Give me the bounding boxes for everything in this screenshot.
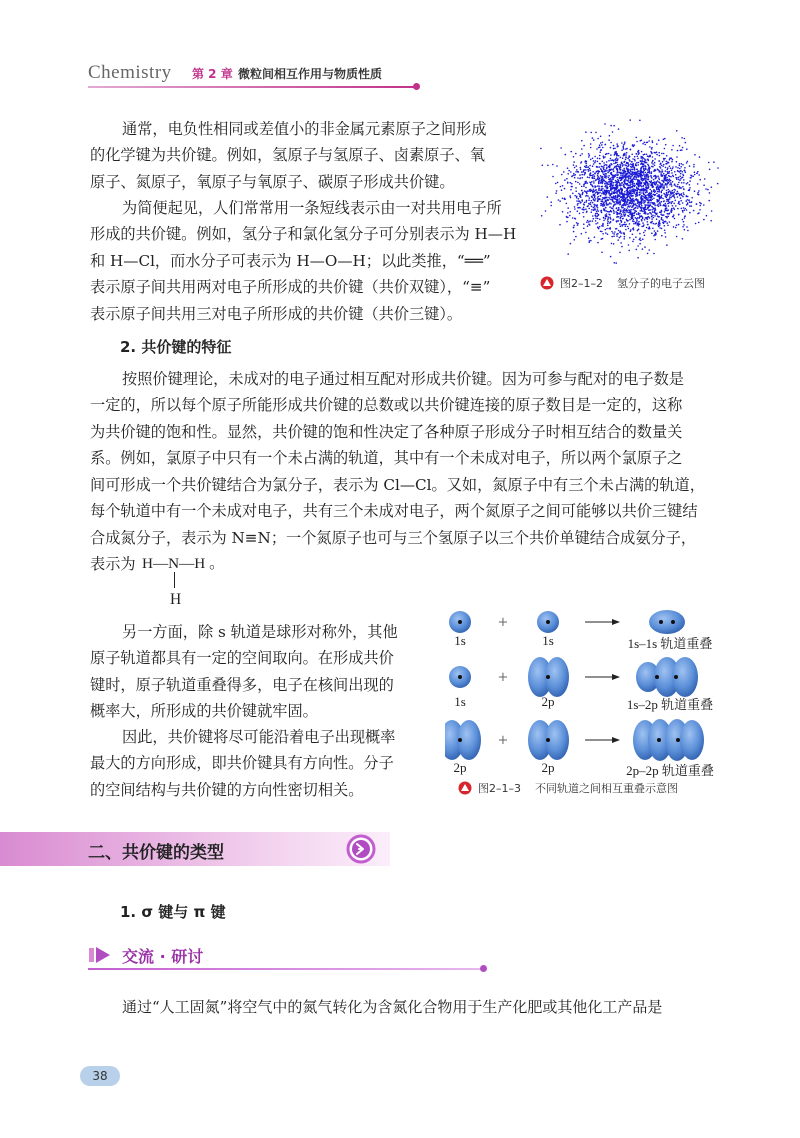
text-line: 形成的共价键。例如，氢分子和氯化氢分子可分别表示为 H—H	[90, 225, 517, 243]
orbital-label: 2p	[453, 760, 467, 775]
text-line: 表示为	[90, 555, 136, 573]
text-line: 最大的方向形成，即共价键具有方向性。分子	[90, 754, 394, 772]
text-line: 合成氮分子，表示为 N≡N；一个氮原子也可与三个氢原子以三个共价单键结合成氨分子，	[90, 528, 697, 547]
intro-paragraph-1-cont	[90, 142, 530, 195]
text-line: 按照价键理论，未成对的电子通过相互配对形成共价键。因为可参与配对的电子数是	[122, 370, 684, 388]
orbital-label: 1s	[454, 694, 466, 709]
text-line: 表示原子间共用三对电子所形成的共价键（共价三键）。	[90, 304, 463, 323]
orbital-result-label: 2p–2p 轨道重叠	[626, 763, 714, 778]
text-line: 为共价键的饱和性。显然，共价键的饱和性决定了各种原子形成分子时相互结合的数量关	[90, 422, 683, 441]
text-line: 通常，电负性相同或差值小的非金属元素原子之间形成	[122, 120, 487, 138]
discussion-icon	[88, 944, 114, 966]
feature-paragraph-2	[122, 619, 442, 646]
intro-paragraph-1	[122, 116, 532, 143]
exchange-label: 交流 · 研讨	[122, 947, 204, 966]
orbital-label: 1s	[454, 633, 466, 648]
subsection-heading: 1. σ 键与 π 键	[120, 903, 226, 921]
header-rule	[88, 86, 418, 88]
feature-paragraph-1-cont	[90, 392, 730, 551]
caption-number: 图2–1–2	[560, 277, 603, 290]
exchange-rule-dot	[480, 965, 487, 972]
plus-sign: +	[497, 670, 509, 685]
orbital-row-3	[445, 719, 704, 761]
exchange-discussion-header	[88, 942, 488, 970]
intro-paragraph-2	[122, 195, 532, 222]
figure-caption-orbitals	[458, 780, 678, 796]
text-line: 和 H—Cl，而水分子可表示为 H—O—H；以此类推，“══”	[90, 251, 491, 270]
orbital-row-2	[449, 657, 698, 697]
plus-sign: +	[497, 615, 509, 630]
text-line: 的化学键为共价键。例如，氢原子与氢原子、卤素原子、氧	[90, 146, 485, 164]
caption-text: 不同轨道之间相互重叠示意图	[535, 782, 678, 795]
figure-marker-icon	[540, 276, 554, 290]
chapter-title: 微粒间相互作用与物质性质	[238, 67, 383, 81]
orbital-label: 2p	[541, 694, 555, 709]
section-heading-features: 2. 共价键的特征	[120, 338, 232, 356]
nh3-line-prefix	[90, 551, 136, 578]
orbital-result-label: 1s–2p 轨道重叠	[626, 697, 714, 712]
text-line: 键时，原子轨道重叠得多，电子在核间出现的	[90, 675, 394, 694]
caption-text: 氢分子的电子云图	[617, 277, 705, 290]
text-line: 因此，共价键将尽可能沿着电子出现概率	[122, 728, 396, 746]
page-number: 38	[80, 1066, 120, 1086]
figure-caption-cloud	[540, 275, 705, 291]
text-line: 表示原子间共用两对电子所形成的共价键（共价双键），“≡”	[90, 278, 491, 296]
orbital-2p-2p-overlap	[680, 720, 704, 760]
orbital-label: 2p	[541, 760, 555, 775]
brand-name: Chemistry	[88, 62, 172, 83]
orbital-result-label: 1s–1s 轨道重叠	[627, 636, 713, 651]
feature-paragraph-3	[122, 724, 442, 751]
caption-number: 图2–1–3	[478, 782, 521, 795]
text-line: 的空间结构与共价键的方向性密切相关。	[90, 780, 364, 799]
chapter-number: 第 2 章	[192, 67, 233, 81]
orbital-row-1	[449, 610, 685, 634]
figure-marker-icon	[458, 781, 472, 795]
plus-sign: +	[497, 733, 509, 748]
orbital-1s-1s-overlap	[649, 610, 685, 634]
nh3-formula: H—N—H 。	[142, 555, 225, 572]
text-line: 一定的，所以每个原子所能形成共价键的总数或以共价键连接的原子数目是一定的，这称	[90, 396, 683, 414]
section-title: 二、共价键的类型	[88, 843, 224, 863]
orbital-label: 1s	[542, 633, 554, 648]
text-line: 原子、氮原子，氧原子与氧原子、碳原子形成共价键。	[90, 172, 455, 191]
electron-cloud-dots	[540, 119, 719, 264]
section-banner	[0, 832, 390, 866]
nh3-bottom-h: H	[170, 591, 182, 608]
exchange-text: 通过“人工固氮”将空气中的氮气转化为含氮化合物用于生产化肥或其他化工产品是	[122, 998, 663, 1016]
exchange-rule	[88, 968, 484, 970]
text-line: 每个轨道中有一个未成对电子，共有三个未成对电子，两个氮原子之间可能够以共价三键结	[90, 502, 698, 520]
feature-paragraph-3-cont	[90, 750, 440, 803]
arrow-right-circle-icon	[346, 834, 376, 864]
text-line: 为简便起见，人们常常用一条短线表示由一对共用电子所	[122, 199, 502, 217]
text-line: 原子轨道都具有一定的空间取向。在形成共价	[90, 649, 394, 667]
text-line: 系。例如，氯原子中只有一个未占满的轨道，其中有一个未成对电子，所以两个氯原子之	[90, 449, 683, 467]
text-line: 概率大，所形成的共价键就牢固。	[90, 702, 318, 720]
feature-paragraph-2-cont	[90, 645, 440, 725]
hydrogen-electron-cloud-image	[540, 115, 720, 265]
running-header	[88, 62, 418, 86]
feature-paragraph-1	[122, 366, 722, 393]
intro-paragraph-2-cont	[90, 221, 530, 327]
header-rule-dot	[413, 83, 420, 90]
text-line: 另一方面，除 s 轨道是球形对称外，其他	[122, 623, 398, 641]
text-line: 间可形成一个共价键结合为氯分子，表示为 Cl—Cl。又如，氮原子中有三个未占满的轨道，	[90, 475, 705, 494]
nh3-vertical-bond	[174, 572, 175, 588]
